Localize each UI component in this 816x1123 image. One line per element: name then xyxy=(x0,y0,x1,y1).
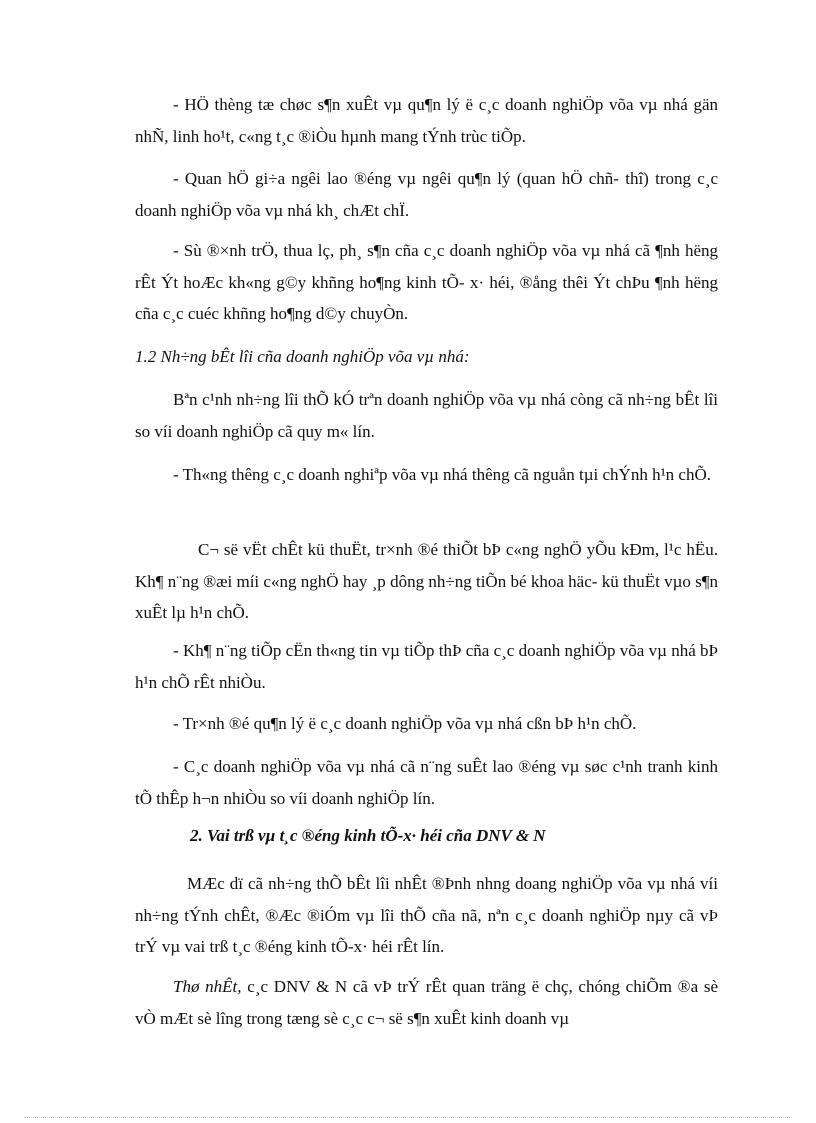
paragraph-information-access: - Kh¶ n¨ng tiÕp cËn th«ng tin vµ tiÕp thÞ cña c¸c doanh nghiÖp võa vµ nhá bÞ h¹n chÕ rÊt nhiÒu. xyxy=(135,641,718,692)
paragraph-labor-management-relation: - Quan hÖ gi÷a ngêi lao ®éng vµ ngêi qu¶n lý (quan hÖ chñ- thî) trong c¸c doanh nghiÖp võa vµ nhá kh¸ chÆt chÏ. xyxy=(135,169,718,220)
paragraph-production-organization: - HÖ thèng tæ chøc s¶n xuÊt vµ qu¶n lý ë c¸c doanh nghiÖp võa vµ nhá gän nhÑ, linh ho¹t, c«ng t¸c ®iÒu hµnh mang tÝnh trùc tiÕp. xyxy=(135,95,718,146)
section-heading-disadvantages: 1.2 Nh÷ng bÊt lîi cña doanh nghiÖp võa vµ nhá: xyxy=(135,347,470,366)
section-heading-role-impact: 2. Vai trß vµ t¸c ®éng kinh tÕ-x· héi cña DNV & N xyxy=(190,826,546,845)
paragraph-management-level: - Tr×nh ®é qu¶n lý ë c¸c doanh nghiÖp võa vµ nhá cßn bÞ h¹n chÕ. xyxy=(173,714,637,733)
first-point-lead: Thø nhÊt, xyxy=(173,977,242,996)
paragraph-limited-finance: - Th«ng thêng c¸c doanh nghiªp võa vµ nhá thêng cã nguån tµi chÝnh h¹n chÕ. xyxy=(173,465,711,484)
first-point-body: c¸c DNV & N cã vÞ trÝ rÊt quan träng ë chç, chóng chiÕm ®a sè vÒ mÆt sè lîng trong tæng sè c¸c c¬ së s¶n xuÊt kinh doanh vµ xyxy=(135,977,718,1028)
paragraph-role-intro: MÆc dï cã nh÷ng thÕ bÊt lîi nhÊt ®Þnh nhng doang nghiÖp võa vµ nhá víi nh÷ng tÝnh chÊt, ®Æc ®iÓm vµ lîi thÕ cña nã, nªn c¸c doanh nghiÖp nµy cã vÞ trÝ vµ vai trß t¸c ®éng kinh tÕ-x· héi rÊt lín. xyxy=(135,874,718,956)
paragraph-first-point xyxy=(135,971,718,1034)
page-bottom-dotted-rule xyxy=(24,1117,792,1118)
paragraph-disadvantages-intro: Bªn c¹nh nh÷ng lîi thÕ kÓ trªn doanh nghiÖp võa vµ nhá còng cã nh÷ng bÊt lîi so víi doanh nghiÖp cã quy m« lín. xyxy=(135,390,718,441)
paragraph-technical-infrastructure: C¬ së vËt chÊt kü thuËt, tr×nh ®é thiÕt bÞ c«ng nghÖ yÕu kÐm, l¹c hËu. Kh¶ n¨ng ®æi míi c«ng nghÖ hay ¸p dông nh÷ng tiÕn bé khoa häc- kü thuËt vµo s¶n xuÊt lµ h¹n chÕ. xyxy=(135,540,718,622)
paragraph-productivity-competitiveness: - C¸c doanh nghiÖp võa vµ nhá cã n¨ng suÊt lao ®éng vµ søc c¹nh tranh kinh tÕ thÊp h¬n nhiÒu so víi doanh nghiÖp lín. xyxy=(135,757,718,808)
paragraph-stagnation-impact: - Sù ®×nh trÖ, thua lç, ph¸ s¶n cña c¸c doanh nghiÖp võa vµ nhá cã ¶nh hëng rÊt Ýt hoÆc kh«ng g©y khñng ho¶ng kinh tÕ- x· héi, ®ång thêi Ýt chÞu ¶nh hëng cña c¸c cuéc khñng ho¶ng d©y chuyÒn. xyxy=(135,241,718,323)
